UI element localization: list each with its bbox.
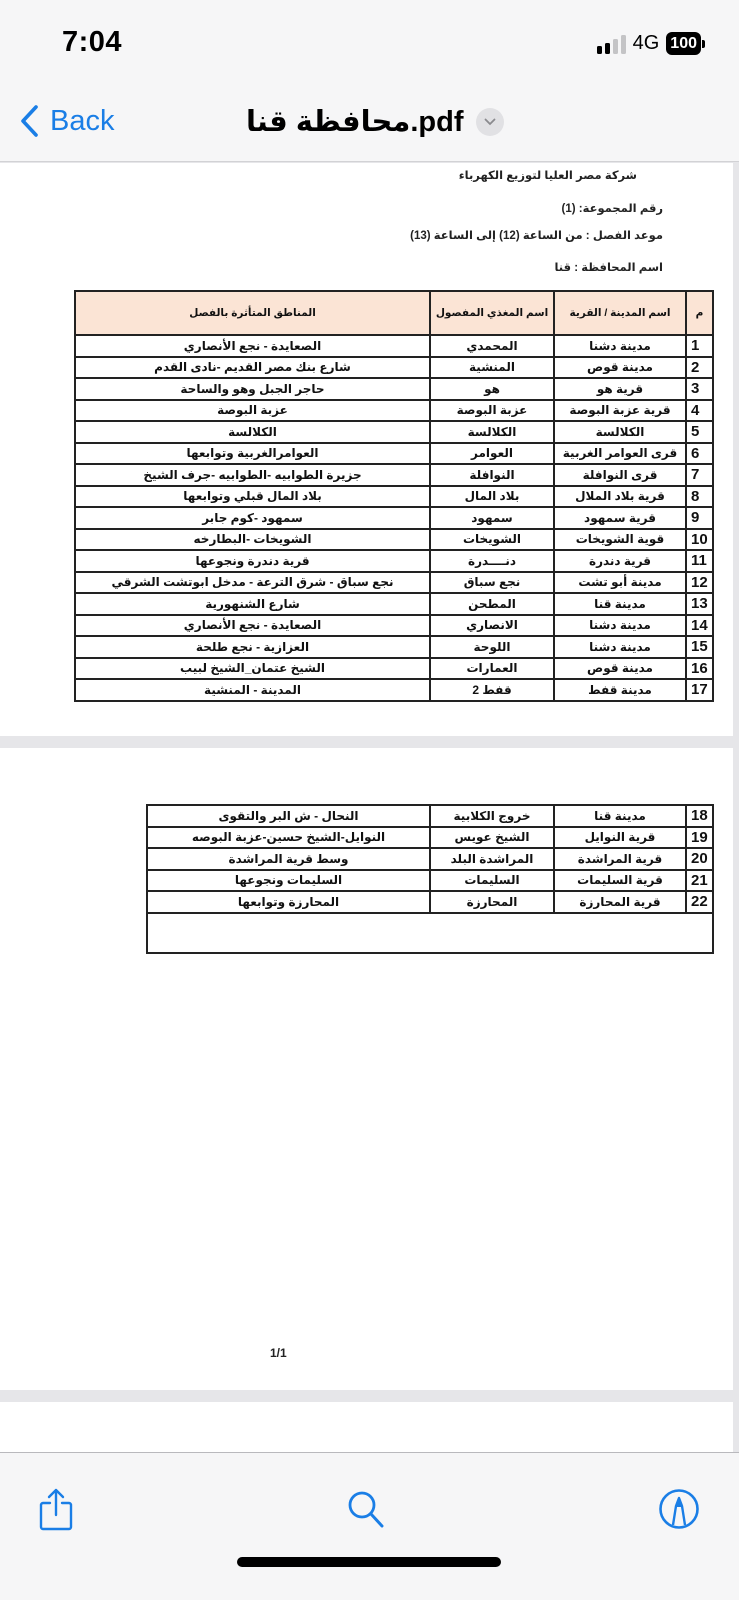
row-number: 2 xyxy=(686,357,713,379)
row-number: 17 xyxy=(686,679,713,701)
table-row xyxy=(75,507,713,529)
table-row xyxy=(75,378,713,400)
row-feeder: المحمدي xyxy=(430,335,554,357)
markup-button[interactable] xyxy=(657,1485,701,1533)
empty-table-row xyxy=(147,913,713,953)
row-city: قرية المراشدة xyxy=(554,848,686,870)
row-number: 10 xyxy=(686,529,713,551)
table-row xyxy=(75,593,713,615)
row-feeder: سمهود xyxy=(430,507,554,529)
table-row xyxy=(75,421,713,443)
row-number: 12 xyxy=(686,572,713,594)
share-icon xyxy=(38,1487,74,1531)
row-city: قوية الشويخات xyxy=(554,529,686,551)
share-button[interactable] xyxy=(34,1485,78,1533)
pdf-page-3[interactable] xyxy=(0,1402,733,1452)
row-feeder: المراشدة البلد xyxy=(430,848,554,870)
document-title: محافظة قنا.pdf xyxy=(246,106,464,138)
document-title-menu[interactable] xyxy=(246,104,504,139)
row-areas: العزازية - نجع طلحة xyxy=(75,636,430,658)
group-number: رقم المجموعة: (1) xyxy=(561,203,663,215)
row-city: مدينة دشنا xyxy=(554,615,686,637)
row-city: مدينة قوص xyxy=(554,658,686,680)
row-areas: المحارزة وتوابعها xyxy=(147,891,430,913)
row-number: 15 xyxy=(686,636,713,658)
row-areas: بلاد المال قبلي وتوابعها xyxy=(75,486,430,508)
row-city: قرية السليمات xyxy=(554,870,686,892)
bottom-toolbar xyxy=(0,1452,739,1600)
row-areas: النحال - ش البر والتقوى xyxy=(147,805,430,827)
row-feeder: نجع سباق xyxy=(430,572,554,594)
row-number: 5 xyxy=(686,421,713,443)
table-row xyxy=(75,658,713,680)
row-city: الكلالسة xyxy=(554,421,686,443)
table-row xyxy=(75,572,713,594)
row-areas: الصعايدة - نجع الأنصاري xyxy=(75,335,430,357)
row-number: 8 xyxy=(686,486,713,508)
row-feeder: النوافلة xyxy=(430,464,554,486)
battery-icon xyxy=(666,32,705,55)
row-number: 22 xyxy=(686,891,713,913)
table-row xyxy=(75,335,713,357)
row-number: 13 xyxy=(686,593,713,615)
row-city: مدينة قوص xyxy=(554,357,686,379)
network-type: 4G xyxy=(632,32,660,54)
row-feeder: الكلالسة xyxy=(430,421,554,443)
search-icon xyxy=(346,1489,386,1529)
row-feeder: قفط 2 xyxy=(430,679,554,701)
row-city: مدينة دشنا xyxy=(554,636,686,658)
table-row xyxy=(147,827,713,849)
row-feeder: الشويخات xyxy=(430,529,554,551)
row-feeder: بلاد المال xyxy=(430,486,554,508)
row-number: 9 xyxy=(686,507,713,529)
row-feeder: الانصاري xyxy=(430,615,554,637)
row-city: قرية عزبة البوصة xyxy=(554,400,686,422)
row-areas: سمهود -كوم جابر xyxy=(75,507,430,529)
column-header-num: م xyxy=(686,291,713,335)
row-areas: نجع سباق - شرق الترعة - مدخل ابوتشت الشرقي xyxy=(75,572,430,594)
outage-table xyxy=(74,290,714,702)
pdf-page-1[interactable] xyxy=(0,163,733,736)
row-areas: قرية دندرة ونجوعها xyxy=(75,550,430,572)
row-feeder: المطحن xyxy=(430,593,554,615)
row-feeder: المنشية xyxy=(430,357,554,379)
row-areas: العوامرالغربية وتوابعها xyxy=(75,443,430,465)
table-row xyxy=(147,805,713,827)
table-row xyxy=(75,486,713,508)
page-number: 1/1 xyxy=(270,1346,287,1360)
row-feeder: السليمات xyxy=(430,870,554,892)
row-city: مدينة قنا xyxy=(554,805,686,827)
home-indicator[interactable] xyxy=(237,1557,501,1567)
row-feeder: خروج الكلابية xyxy=(430,805,554,827)
table-row xyxy=(75,636,713,658)
row-number: 18 xyxy=(686,805,713,827)
row-number: 16 xyxy=(686,658,713,680)
row-number: 3 xyxy=(686,378,713,400)
row-feeder: الشيخ عويس xyxy=(430,827,554,849)
status-time: 7:04 xyxy=(62,26,123,58)
row-areas: حاجر الجبل وهو والساحة xyxy=(75,378,430,400)
table-header-row xyxy=(75,291,713,335)
row-feeder: المحارزة xyxy=(430,891,554,913)
status-indicators xyxy=(597,32,705,55)
row-areas: الشويخات -البطارخه xyxy=(75,529,430,551)
row-number: 6 xyxy=(686,443,713,465)
column-header-feeder: اسم المغذي المفصول xyxy=(430,291,554,335)
table-row xyxy=(75,443,713,465)
row-areas: السليمات ونجوعها xyxy=(147,870,430,892)
row-areas: عزبة البوصة xyxy=(75,400,430,422)
row-number: 14 xyxy=(686,615,713,637)
company-name: شركة مصر العليا لتوزيع الكهرباء xyxy=(458,170,637,182)
row-city: مدينة أبو تشت xyxy=(554,572,686,594)
chevron-down-icon[interactable] xyxy=(476,108,504,136)
row-feeder: هو xyxy=(430,378,554,400)
row-feeder: عزبة البوصة xyxy=(430,400,554,422)
row-city: مدينة دشنا xyxy=(554,335,686,357)
table-row xyxy=(75,400,713,422)
row-areas: جزيرة الطوابيه -الطوابيه -جرف الشيخ xyxy=(75,464,430,486)
table-row xyxy=(147,848,713,870)
row-city: قرية المحارزة xyxy=(554,891,686,913)
table-row xyxy=(75,679,713,701)
row-city: مدينة قفط xyxy=(554,679,686,701)
row-feeder: دنــــدرة xyxy=(430,550,554,572)
pdf-page-2[interactable] xyxy=(0,748,733,1390)
row-city: قرية دندرة xyxy=(554,550,686,572)
row-feeder: العمارات xyxy=(430,658,554,680)
chevron-left-icon xyxy=(20,104,40,138)
row-number: 21 xyxy=(686,870,713,892)
row-city: قرى العوامر الغربية xyxy=(554,443,686,465)
row-city: قرى النوافلة xyxy=(554,464,686,486)
row-city: قرية سمهود xyxy=(554,507,686,529)
column-header-areas: المناطق المتأثرة بالفصل xyxy=(75,291,430,335)
row-feeder: العوامر xyxy=(430,443,554,465)
search-button[interactable] xyxy=(344,1485,388,1533)
table-row xyxy=(75,550,713,572)
row-number: 7 xyxy=(686,464,713,486)
row-areas: الصعايدة - نجع الأنصاري xyxy=(75,615,430,637)
signal-strength-icon xyxy=(597,34,626,54)
markup-icon xyxy=(658,1488,700,1530)
table-row xyxy=(147,870,713,892)
back-label: Back xyxy=(50,104,115,137)
back-button[interactable] xyxy=(20,104,114,138)
row-areas: شارع الشنهورية xyxy=(75,593,430,615)
row-city: قرية بلاد الملال xyxy=(554,486,686,508)
row-number: 4 xyxy=(686,400,713,422)
row-areas: الشيخ عتمان_الشيخ لبيب xyxy=(75,658,430,680)
table-row xyxy=(147,891,713,913)
table-row xyxy=(75,464,713,486)
battery-level: 100 xyxy=(666,32,701,55)
row-city: قرية النوايل xyxy=(554,827,686,849)
row-number: 19 xyxy=(686,827,713,849)
governorate-name: اسم المحافظة : قنا xyxy=(554,262,663,274)
cut-schedule: موعد الفصل : من الساعة (12) إلى الساعة (13) xyxy=(410,230,663,242)
row-city: مدينة قنا xyxy=(554,593,686,615)
row-number: 20 xyxy=(686,848,713,870)
row-areas: الكلالسة xyxy=(75,421,430,443)
row-areas: النوايل-الشيخ حسين-عزبة البوصه xyxy=(147,827,430,849)
outage-table-continued xyxy=(146,804,714,954)
status-bar xyxy=(0,0,739,86)
table-row xyxy=(75,615,713,637)
row-areas: المدينة - المنشية xyxy=(75,679,430,701)
navigation-bar xyxy=(0,86,739,162)
table-row xyxy=(75,529,713,551)
row-feeder: اللوحة xyxy=(430,636,554,658)
row-number: 11 xyxy=(686,550,713,572)
table-row xyxy=(75,357,713,379)
empty-cell xyxy=(147,913,713,953)
column-header-city: اسم المدينة / القرية xyxy=(554,291,686,335)
row-city: قرية هو xyxy=(554,378,686,400)
row-number: 1 xyxy=(686,335,713,357)
row-areas: وسط قرية المراشدة xyxy=(147,848,430,870)
row-areas: شارع بنك مصر القديم -نادى القدم xyxy=(75,357,430,379)
